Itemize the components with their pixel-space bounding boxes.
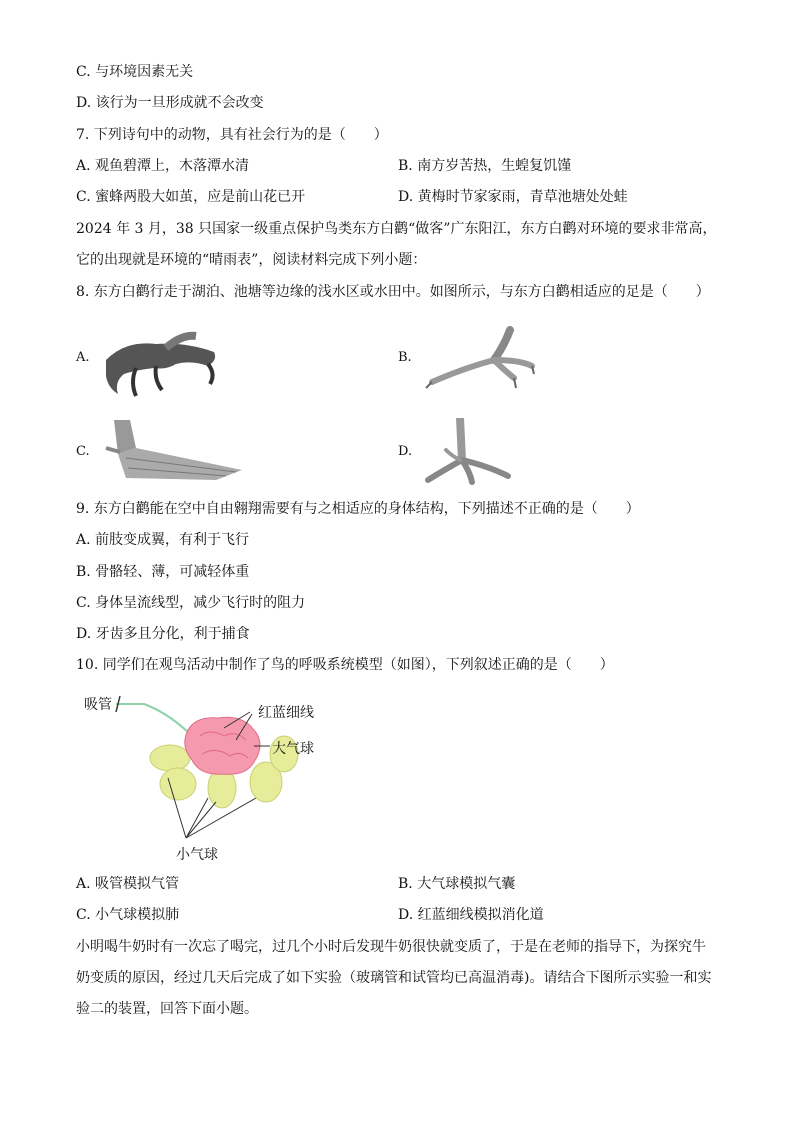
q7-option-a: A. 观鱼碧潭上，木落潭水清 (76, 158, 250, 174)
material-line-2: 它的出现就是环境的“晴雨表”，阅读材料完成下列小题： (76, 252, 427, 268)
respiratory-model-figure (76, 688, 336, 864)
label-small-balloon: 小气球 (176, 847, 218, 863)
q10-stem: 10. 同学们在观鸟活动中制作了鸟的呼吸系统模型（如图），下列叙述正确的是（ ） (76, 657, 614, 673)
q9-option-c: C. 身体呈流线型，减少飞行时的阻力 (76, 595, 306, 611)
q10-option-c: C. 小气球模拟肺 (76, 907, 180, 923)
milk-line-2: 奶变质的原因，经过几天后完成了如下实验（玻璃管和试管均已高温消毒)。请结合下图所示实验一和实 (76, 970, 712, 986)
q6-option-c: C. 与环境因素无关 (76, 64, 194, 80)
webbed-foot-image (96, 418, 246, 486)
wader-foot-image (424, 326, 536, 396)
q9-option-a: A. 前肢变成翼，有利于飞行 (76, 532, 250, 548)
q9-option-d: D. 牙齿多且分化，利于捕食 (76, 626, 250, 642)
chicken-foot-image (424, 416, 514, 486)
label-big-balloon: 大气球 (272, 741, 314, 757)
q7-stem: 7. 下列诗句中的动物，具有社会行为的是（ ） (76, 127, 388, 143)
q8-label-d: D. (398, 444, 413, 459)
label-thread: 红蓝细线 (258, 705, 314, 721)
q10-option-d: D. 红蓝细线模拟消化道 (398, 907, 544, 923)
q10-option-b: B. 大气球模拟气囊 (398, 876, 516, 892)
q7-option-c: C. 蜜蜂两股大如茧，应是前山花已开 (76, 189, 306, 205)
q8-label-b: B. (398, 350, 412, 365)
milk-line-3: 验二的装置，回答下面小题。 (76, 1001, 258, 1017)
q9-option-b: B. 骨骼轻、薄，可减轻体重 (76, 564, 250, 580)
q8-label-c: C. (76, 444, 90, 459)
q9-stem: 9. 东方白鹳能在空中自由翱翔需要有与之相适应的身体结构，下列描述不正确的是（ ） (76, 501, 640, 517)
q6-option-d: D. 该行为一旦形成就不会改变 (76, 95, 264, 111)
q8-stem: 8. 东方白鹳行走于湖泊、池塘等边缘的浅水区或水田中。如图所示，与东方白鹳相适应的足是（ ） (76, 284, 710, 300)
material-line-1: 2024 年 3 月，38 只国家一级重点保护鸟类东方白鹳“做客”广东阳江，东方白鹳对环境的要求非常高， (76, 221, 717, 237)
eagle-talon-image (96, 330, 226, 400)
q7-option-d: D. 黄梅时节家家雨，青草池塘处处蛙 (398, 189, 628, 205)
milk-line-1: 小明喝牛奶时有一次忘了喝完，过几个小时后发现牛奶很快就变质了，于是在老师的指导下，为探究牛 (76, 939, 706, 955)
q10-option-a: A. 吸管模拟气管 (76, 876, 180, 892)
q8-label-a: A. (76, 350, 90, 365)
label-straw: 吸管 (84, 697, 112, 713)
q7-option-b: B. 南方岁苦热，生蝗复饥馑 (398, 158, 572, 174)
